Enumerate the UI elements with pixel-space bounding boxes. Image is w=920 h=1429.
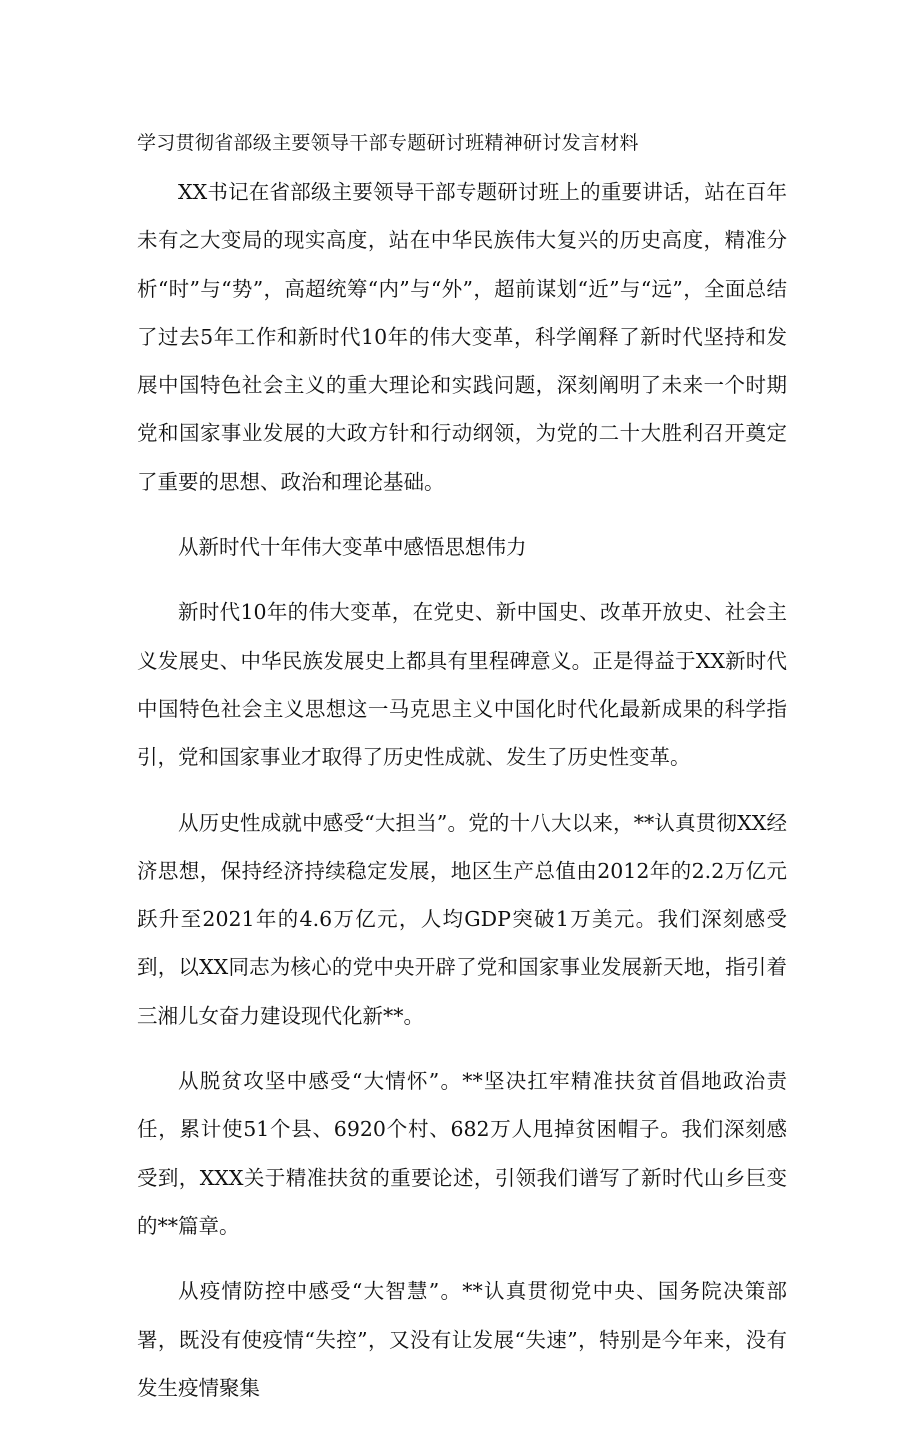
section-heading: 从新时代十年伟大变革中感悟思想伟力 bbox=[178, 535, 527, 560]
paragraph-poverty: 从脱贫攻坚中感受“大情怀”。**坚决扛牢精准扶贫首倡地政治责任，累计使51个县、6920个村、682万人甩掉贫困帽子。我们深刻感受到，XXX关于精准扶贫的重要论述，引领我们谱写了新时代山乡巨变的**篇章。 bbox=[137, 1069, 787, 1238]
paragraph-responsibility: 从历史性成就中感受“大担当”。党的十八大以来，**认真贯彻XX经济思想，保持经济持续稳定发展，地区生产总值由2012年的2.2万亿元跃升至2021年的4.6万亿元，人均GDP突破1万美元。我们深刻感受到，以XX同志为核心的党中央开辟了党和国家事业发展新天地，指引着三湘儿女奋力建设现代化新**。 bbox=[137, 810, 787, 1028]
paragraph-intro: XX书记在省部级主要领导干部专题研讨班上的重要讲话，站在百年未有之大变局的现实高度，站在中华民族伟大复兴的历史高度，精准分析“时”与“势”，高超统筹“内”与“外”，超前谋划“近”与“远”，全面总结了过去5年工作和新时代10年的伟大变革，科学阐释了新时代坚持和发展中国特色社会主义的重大理论和实践问题，深刻阐明了未来一个时期党和国家事业发展的大政方针和行动纲领，为党的二十大胜利召开奠定了重要的思想、政治和理论基础。 bbox=[137, 180, 787, 494]
document-body bbox=[137, 168, 787, 1429]
paragraph-epidemic: 从疫情防控中感受“大智慧”。**认真贯彻党中央、国务院决策部署，既没有使疫情“失控”，又没有让发展“失速”，特别是今年来，没有发生疫情聚集 bbox=[137, 1279, 787, 1400]
document-title: 学习贯彻省部级主要领导干部专题研讨班精神研讨发言材料 bbox=[137, 132, 639, 154]
paragraph-decade-change: 新时代10年的伟大变革，在党史、新中国史、改革开放史、社会主义发展史、中华民族发展史上都具有里程碑意义。正是得益于XX新时代中国特色社会主义思想这一马克思主义中国化时代化最新成果的科学指引，党和国家事业才取得了历史性成就、发生了历史性变革。 bbox=[137, 600, 787, 770]
